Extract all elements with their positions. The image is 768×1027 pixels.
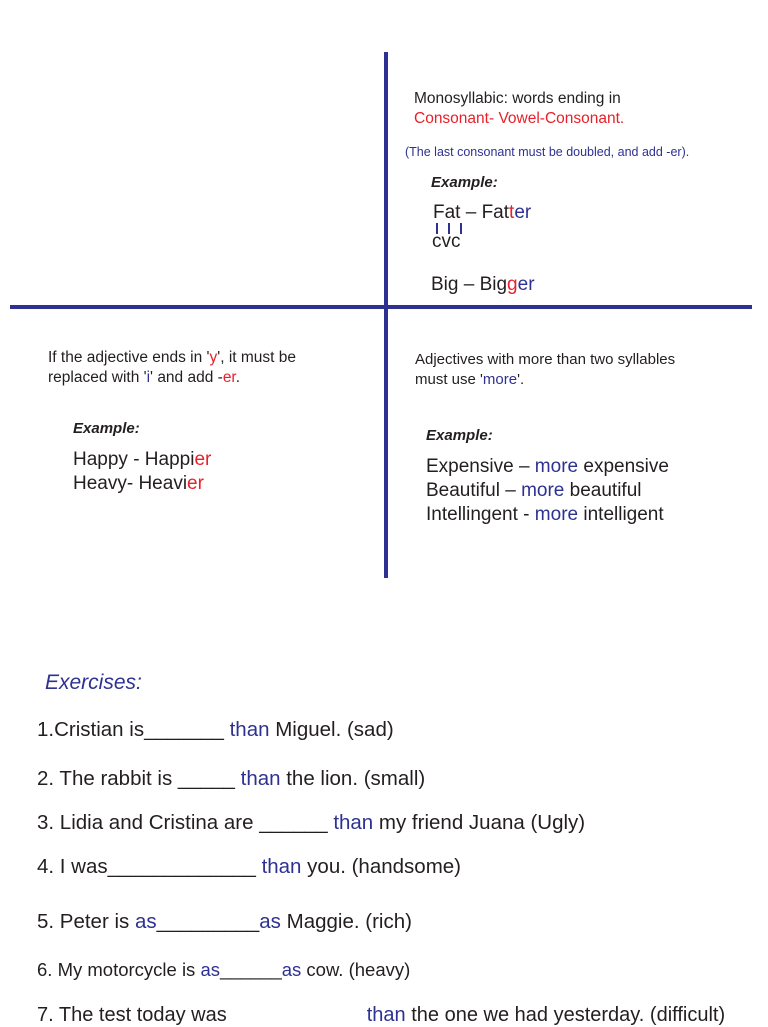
example-beautiful [426, 479, 669, 503]
exercise-6-blank: ______ [220, 959, 282, 980]
exercise-3-rest: my friend Juana (Ugly) [373, 811, 586, 834]
example-label-bottom-right: Example: [426, 427, 493, 444]
rule-y-letter: y [209, 349, 218, 366]
expensive-a: Expensive – [426, 456, 535, 477]
exercise-4-text: 4. I was_____________ [37, 855, 262, 878]
exercise-6-rest: cow. (heavy) [301, 959, 411, 980]
example-fat-fatter [433, 201, 531, 225]
exercise-7-text: 7. The test today was [37, 1004, 227, 1026]
example-label-top-right: Example: [431, 174, 498, 191]
beautiful-b: beautiful [564, 480, 642, 501]
exercise-1-text: 1.Cristian is_______ [37, 718, 230, 741]
rule-i-letter: i [146, 369, 151, 386]
exercise-item-6 [37, 959, 410, 981]
big-base: Big – Big [431, 274, 508, 295]
cvc-label: cvc [432, 231, 461, 252]
rule-y-to-i [48, 348, 296, 388]
heavy-suffix: er [187, 473, 204, 494]
example-expensive [426, 455, 669, 479]
rule-monosyllabic [414, 89, 624, 129]
happy-suffix: er [194, 449, 212, 470]
heavy-base: Heavy- Heavi [73, 473, 188, 494]
exercise-3-text: 3. Lidia and Cristina are ______ [37, 811, 334, 834]
rule-more-keyword: more [482, 371, 518, 388]
exercise-1-keyword: than [229, 718, 270, 741]
exercise-7-keyword: than [366, 1004, 406, 1026]
exercise-item-1 [37, 718, 394, 742]
intelligent-a: Intellingent - [426, 504, 535, 525]
exercise-7-rest: the one we had yesterday. (difficult) [405, 1004, 726, 1026]
exercise-3-keyword: than [333, 811, 374, 834]
big-suffix: er [517, 274, 535, 295]
happy-base: Happy - Happi [73, 449, 195, 470]
expensive-more: more [534, 456, 579, 477]
rule-more-line2 [415, 370, 675, 390]
rule-y-line1-a: If the adjective ends in ' [48, 349, 210, 366]
expensive-b: expensive [578, 456, 669, 477]
rule-monosyllabic-line2: Consonant- Vowel-Consonant. [414, 110, 625, 127]
exercise-item-2 [37, 767, 425, 791]
big-doubled-letter: g [507, 274, 518, 295]
exercise-2-keyword: than [240, 767, 281, 790]
exercise-6-keyword2: as [281, 959, 302, 980]
intelligent-more: more [534, 504, 579, 525]
exercise-5-keyword2: as [259, 910, 281, 933]
rule-y-line2-b: ' and add - [150, 369, 223, 386]
exercise-5-text: 5. Peter is [37, 910, 135, 933]
exercise-item-4 [37, 855, 461, 879]
example-label-bottom-left: Example: [73, 420, 140, 437]
rule-y-line1 [48, 348, 296, 368]
exercise-2-text: 2. The rabbit is _____ [37, 767, 241, 790]
rule-monosyllabic-line1: Monosyllabic: words ending in [414, 90, 621, 107]
exercise-1-rest: Miguel. (sad) [269, 718, 394, 741]
rule-y-line1-b: ', it must be [217, 349, 297, 366]
rule-doubling-note: (The last consonant must be doubled, and add -er). [405, 145, 690, 159]
rule-more [415, 350, 675, 390]
exercise-5-blank: _________ [156, 910, 260, 933]
rule-more-line2-a: must use ' [415, 371, 483, 388]
fat-suffix: er [514, 202, 532, 223]
fat-doubled-letter: t [509, 202, 515, 223]
exercise-4-rest: you. (handsome) [301, 855, 461, 878]
example-intelligent [426, 503, 669, 527]
rule-more-line2-b: '. [517, 371, 525, 388]
intelligent-b: intelligent [578, 504, 664, 525]
example-more-list [426, 455, 669, 527]
exercise-5-keyword: as [135, 910, 157, 933]
example-big-bigger [431, 273, 535, 297]
fat-base: Fat – Fat [433, 202, 510, 223]
horizontal-divider [10, 305, 752, 309]
rule-y-line2-c: . [235, 369, 241, 386]
vertical-divider [384, 52, 388, 578]
beautiful-more: more [521, 480, 565, 501]
exercise-4-keyword: than [261, 855, 302, 878]
exercise-item-3 [37, 811, 585, 835]
example-happy-happier [73, 448, 211, 472]
exercise-2-rest: the lion. (small) [280, 767, 426, 790]
rule-y-line2-a: replaced with ' [48, 369, 147, 386]
rule-er-suffix: er [222, 369, 236, 386]
rule-more-line1: Adjectives with more than two syllables [415, 351, 676, 368]
rule-y-line2 [48, 368, 296, 388]
example-heavy-heavier [73, 472, 204, 496]
exercise-6-text: 6. My motorcycle is [37, 959, 201, 980]
exercise-6-keyword: as [200, 959, 220, 980]
exercise-5-rest: Maggie. (rich) [280, 910, 412, 933]
exercise-item-5 [37, 910, 412, 934]
exercises-title: Exercises: [45, 671, 142, 694]
beautiful-a: Beautiful – [426, 480, 522, 501]
